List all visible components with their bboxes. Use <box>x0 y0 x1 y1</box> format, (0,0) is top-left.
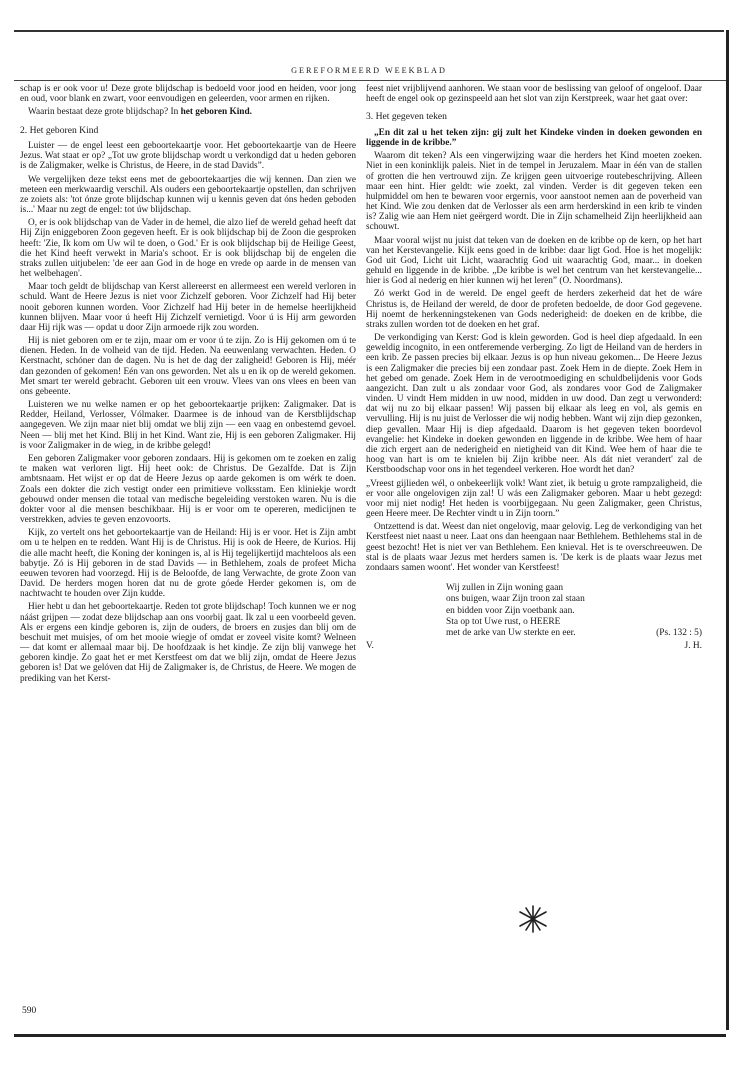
verse-line: en bidden voor Zijn voetbank aan. <box>446 605 575 616</box>
paragraph: feest niet vrijblijvend aanhoren. We staan voor de beslissing van geloof of ongeloof. Daar heeft de engel ook op gezinspeeld aan het slot van zijn Kerstpreek, waar het gaat over: <box>366 84 702 105</box>
paragraph: Luisteren we nu welke namen er op het geboortekaartje prijken: Zaligmaker. Dat is Redder, Heiland, Verlosser, Vólmaker. Daarmee is de inhoud van de Kerstblijdschap aangegeven. We zijn maar niet blij omdat we blij zijn — een vaag en onbestemd gevoel. Neen — blij met het Kind. Blij in het Kind. Want zie, Hij is een geboren Zaligmaker. Hij is voor Zaligmaker in de wieg, in de kribbe gelegd! <box>20 400 356 451</box>
paragraph: Maar vooral wijst nu juist dat teken van de doeken en de kribbe op de kern, op het hart van het Kerstevangelie. Kijk eens goed in de kribbe: daar ligt God. Hoe is het mogelijk: God uit God, Licht uit Licht, waarachtig God uit waarachtig God, maar... in doeken gehuld en liggende in de kribbe. „De kribbe is wel het centrum van het kerstevangelie... hier is God al nederig en hier kunnen wij het leren” (O. Noordmans). <box>366 235 702 287</box>
paragraph: Zó werkt God in de wereld. De engel geeft de herders zekerheid dat het de wáre Christus is, de Heiland der wereld, de door de profeten bedoelde, de door God gegevene. Hij noemt de herkenningstekenen van Gods nederigheid: de doeken en de kribbe, die straks zullen worden tot de doeken en het graf. <box>366 289 702 330</box>
left-column <box>20 84 356 687</box>
psalm-verse <box>446 583 702 639</box>
paragraph: Ontzettend is dat. Weest dan niet ongelovig, maar gelovig. Leg de verkondiging van het Kerstfeest niet naast u neer. Laat ons dan heengaan naar Bethlehem. Bethlehems stal in de geest bezocht! Het is niet ver van Bethlehem. Een knieval. Het is te overschreeuwen. De stal is de plaats waar Jezus met herders samen is. 'De kerk is de plaats waar Jezus met zondaars samen woont'. Het wonder van Kerstfeest! <box>366 522 702 573</box>
section-heading: 3. Het gegeven teken <box>366 111 447 123</box>
paragraph: O, er is ook blijdschap van de Vader in de hemel, die alzo lief de wereld gehad heeft dat Hij Zijn eniggeboren Zoon gegeven heeft. Er is ook blijdschap bij de Zoon die gesproken heeft: 'Zie, Ik kom om Uw wil te doen, o God.' Er is ook blijdschap bij de Heilige Geest, die het Kind heeft verwekt in Maria's schoot. Er is ook blijdschap bij de engelen die straks zullen uitjubelen: 'de eer aan God in de hoge en vrede op aarde in de mensen van het welbehagen'. <box>20 218 356 280</box>
verse-reference: (Ps. 132 : 5) <box>656 628 702 639</box>
scripture-quote: „En dit zal u het teken zijn: gij zult het Kindeke vinden in doeken gewonden en liggende in de kribbe.” <box>366 127 702 149</box>
bottom-rule <box>14 1034 726 1037</box>
paragraph: Kijk, zo vertelt ons het geboortekaartje van de Heiland: Hij is er voor. Het is Zijn ambt om u te helpen en te redden. Want Hij is de Christus. Hij is ook de Heere, de Kurios. Hij die alle macht heeft, die Koning der koningen is, al is Hij tegelijkertijd machteloos als een babytje. Zó is Hij geboren in de stad Davids — in Bethlehem, zoals de profeet Micha eeuwen tevoren had voorzegd. Hij is de Beloofde, de lang Verwachte, de grote Zoon van David. De herders mogen horen dat nu de grote góede Herder gekomen is, om de nachtwacht te houden over Zijn kudde. <box>20 528 356 600</box>
verse-line: Wij zullen in Zijn woning gaan <box>446 583 564 594</box>
header-rule <box>14 80 726 81</box>
paragraph: Een geboren Zaligmaker voor geboren zondaars. Hij is gekomen om te zoeken en zalig te maken wat verloren ligt. Hij heet ook: de Christus. De Gezalfde. Dat is Zijn ambtsnaam. Het wijst er op dat de Heere Jezus op aarde gekomen is om wérk te doen. Zoals een dokter die zich vestigt onder een primitieve volksstam. Een kliniekje wordt gebouwd onder mensen die totaal van medische begeleiding verstoken waren. Nu is die dokter voor al die mensen beschikbaar. Hij is er voor om te opereren, medicijnen te verstrekken, advies te geven enzovoorts. <box>20 454 356 526</box>
section-heading: 2. Het geboren Kind <box>20 124 99 136</box>
paragraph: Hij is niet geboren om er te zijn, maar om er voor ú te zijn. Zo is Hij gekomen om ú te dienen. Heden. In de volheid van de tijd. Heden. Na eeuwenlang verwachten. Heden. O Kerstnacht, schóner dan de dagen. Nu is het de dag der zaligheid! Geboren is Hij, méér dan gezonden of gekomen! Eén van ons geworden. Net als u en ik op de wereld gekomen. Met smart ter wereld gebracht. Geboren uit een vrouw. Vlees van ons vlees en been van ons gebeente. <box>20 336 356 397</box>
page-edge <box>726 30 729 1030</box>
paragraph: De verkondiging van Kerst: God is klein geworden. God is heel diep afgedaald. In een geweldig incognito, in een ontferemende verberging. Zo ligt de Heiland van de herders in een krib. Ze passen precies bij elkaar. Jezus is op hun niveau gekomen... De Heere Jezus is een Zaligmaker die precies bij een zondaar past. Zoek Hem in de diepte. Zoek Hem in het gebed om genade. Zoek Hem in de verootmoediging en schuldbelijdenis voor Gods aangezicht. Dan zult u als zondaar voor God, als zondares voor God de Zaligmaker vinden. U vindt Hem midden in uw nood, midden in uw dood. Dan zegt u verwonderd: dat wij nu zo bij elkaar passen! Wij passen bij elkaar als leeg en vol, als gemis en vervulling. Hij is nu juist de Verlosser die wij nodig hebben. Want wij zijn diep gezonken, diep gevallen. Maar Hij is diep afgedaald. Daarom is het gegeven teken boordevol evangelie: het Kindeke in doeken gewonden en liggende in de kribbe. Wee hem of haar die zich ergert aan de nederigheid en nietigheid van dit Kind. Wee hem of haar die te hoog van hart is om te knielen bij Zijn kribbe neer. Als dát niet verandert' zal de Kerstboodschap voor ons in het tegendeel verkeren. Hoe wordt het dan? <box>366 333 702 476</box>
paragraph: schap is er ook voor u! Deze grote blijdschap is bedoeld voor jood en heiden, voor jong en oud, voor blank en zwart, voor eenvoudigen en geleerden, voor armen en rijken. <box>20 84 356 105</box>
right-column <box>366 84 702 652</box>
sign-right: J. H. <box>684 641 702 652</box>
running-head: GEREFORMEERD WEEKBLAD <box>291 66 447 75</box>
paragraph: Waarom dit teken? Als een vingerwijzing waar die herders het Kind moeten zoeken. Niet in een koninklijk paleis. Niet in de tempel in Jeruzalem. Maar in één van de stallen of grotten die hen vertrouwd zijn. Ze krijgen geen uitvoerige routebeschrijving. Alleen maar een hint. Hier geldt: wie zoekt, zal vinden. Verder is dit gegeven teken een hulpmiddel om hen te bewaren voor ergernis, voor aanstoot nemen aan de poverheid van het Kind. Wie zou denken dat de Verlosser als een arm herderskind in een krib te vinden is? Zalig wie aan Hem niet geërgerd wordt. Die in Zijn schamelheid Zijn heerlijkheid aan schouwt. <box>366 151 702 233</box>
paragraph: We vergelijken deze tekst eens met de geboortekaartjes die wij kennen. Dan zien we meteen een merkwaardig verschil. Als ouders een geboortekaartje opstellen, dan schrijven ze zoiets als: 'tot ónze grote blijdschap kunnen wij u kennis geven dat óns heden geboden is...' Maar nu zegt de engel: tot úw blijdschap. <box>20 174 356 216</box>
verse-line: ons buigen, waar Zijn troon zal staan <box>446 594 585 605</box>
paragraph: Waarin bestaat deze grote blijdschap? In het geboren Kind. <box>28 107 252 118</box>
paragraph: Luister — de engel leest een geboortekaartje voor. Het geboortekaartje van de Heere Jezus. Wat staat er op? „Tot uw grote blijdschap wordt u verkondigd dat u heden geboren is de Zaligmaker, welke is Christus, de Heere, in de stad Davids”. <box>20 141 356 172</box>
verse-line: Sta op tot Uwe rust, o HEERE <box>446 616 561 627</box>
star-ornament-icon <box>516 904 550 934</box>
page-number: 590 <box>22 1006 37 1016</box>
verse-line: met de arke van Uw sterkte en eer. <box>446 628 576 639</box>
paragraph: Hier hebt u dan het geboortekaartje. Reden tot grote blijdschap! Toch kunnen we er nog náást grijpen — zodat deze blijdschap aan ons voorbij gaat. Ik zal u een voorbeeld geven. Als er ergens een kindje geboren is, zijn de ouders, de broers en zusjes dan blij om de beschuit met muisjes, of om het mooie wiegje of omdat er zoveel visite komt? Welneen — dat komt er allemaal maar bij. De hoofdzaak is het kindje. Ze zijn blij vanwege het geboren kindje. Zo gaat het er met Kerstfeest om dat we blij zijn, omdat de Heere Jezus geboren is! Dat we gelóven dat Hij de Zaligmaker is, de Christus, de Heere. We mogen de prediking van het Kerst- <box>20 602 356 684</box>
sign-left: V. <box>366 641 374 652</box>
block-quote: „Vreest gijlieden wél, o onbekeerlijk volk! Want ziet, ik betuig u grote rampzaligheid, die er voor alle ongelovigen zijn zal! U wás een Zaligmaker geboren. Maar u hebt gezegd: voor mij niet nodig! Het heden is voorbijgegaan. Nu geen Zaligmaker, geen Christus, geen Heere meer. De Rechter vindt u in Zijn toorn.” <box>366 478 702 520</box>
top-rule <box>14 30 724 32</box>
paragraph: Maar toch geldt de blijdschap van Kerst allereerst en allermeest een wereld verloren in schuld. Want de Heere Jezus is niet voor Zichzelf geboren. Voor Zichzelf had Hij beter nooit geboren kunnen worden. Voor Zichzelf had Hij beter in de hemelse heerlijkheid kunnen blijven. Maar voor ú heeft Hij Zichzelf vernietigd. Voor ú is Hij arm geworden daar Hij rijk was — opdat u door Zijn armoede rijk zou worden. <box>20 282 356 333</box>
verse-line-last <box>446 628 702 639</box>
signature-line <box>366 641 702 651</box>
